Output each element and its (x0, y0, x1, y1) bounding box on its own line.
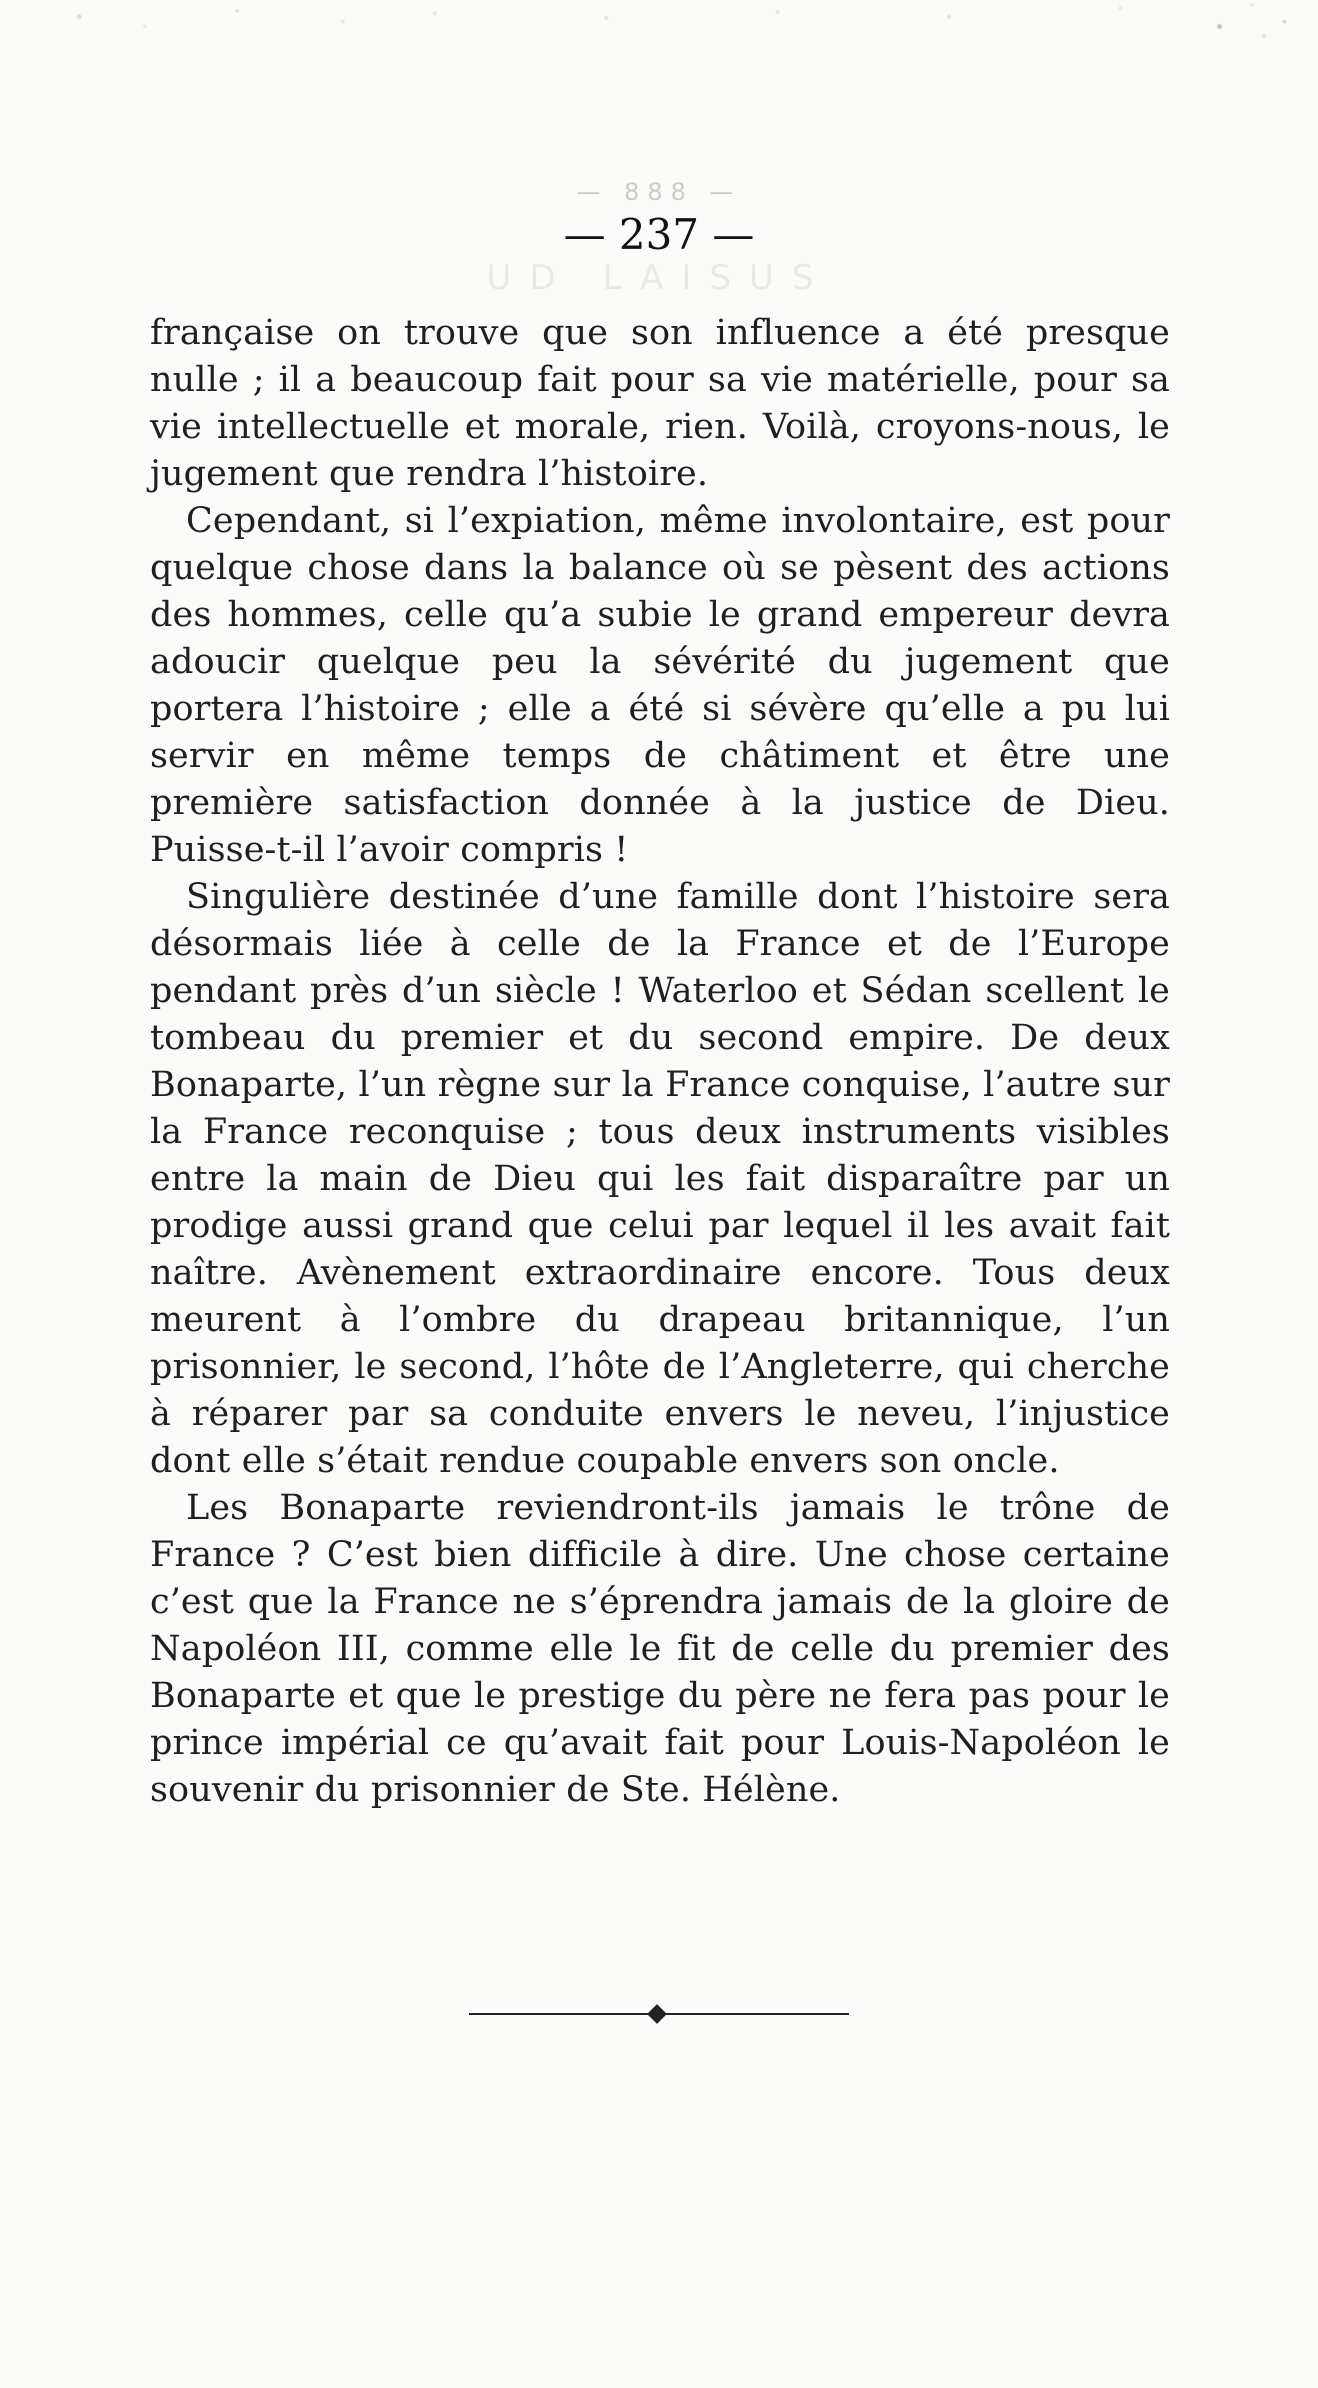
paragraph-2: Cependant, si l’expiation, même involontaire, est pour quelque chose dans la balance où se pèsent des actions des hommes, celle qu’a subie le grand empereur devra adoucir quelque peu la sévérité du jugement que portera l’histoire ; elle a été si sévère qu’elle a pu lui servir en même temps de châtiment et être une première satisfaction donnée à la justice de Dieu. Puisse-t-il l’avoir compris ! (150, 501, 1170, 870)
ornament-rule (469, 2005, 849, 2023)
paragraph-4: Les Bonaparte reviendront-ils jamais le trône de France ? C’est bien difficile à dire. Une chose certaine c’est que la France ne s’éprendra jamais de la gloire de Napoléon III, comme elle le fit de celle du premier des Bonaparte et que le prestige du père ne fera pas pour le prince impérial ce qu’avait fait pour Louis-Napoléon le souvenir du prisonnier de Ste. Hélène. (150, 1488, 1170, 1810)
paragraph-1: française on trouve que son influence a été presque nulle ; il a beaucoup fait pour sa vie matérielle, pour sa vie intellectuelle et morale, rien. Voilà, croyons-nous, le jugement que rendra l’histoire. (150, 313, 1170, 494)
scan-noise-top (0, 0, 1318, 120)
bleedthrough-heading: UD LAISUS (486, 258, 832, 298)
scan-specks (1198, 0, 1318, 120)
end-ornament (0, 2005, 1318, 2023)
ornament-diamond-icon (647, 2004, 667, 2024)
body-text (150, 310, 1170, 1814)
paragraph-3: Singulière destinée d’une famille dont l’histoire sera désormais liée à celle de la France et de l’Europe pendant près d’un siècle ! Waterloo et Sédan scellent le tombeau du premier et du second empire. De deux Bonaparte, l’un règne sur la France conquise, l’autre sur la France reconquise ; tous deux instruments visibles entre la main de Dieu qui les fait disparaître par un prodige aussi grand que celui par lequel il les avait fait naître. Avènement extraordinaire encore. Tous deux meurent à l’ombre du drapeau britannique, l’un prisonnier, le second, l’hôte de l’Angleterre, qui cherche à réparer par sa conduite envers le neveu, l’injustice dont elle s’était rendue coupable envers son oncle. (150, 877, 1170, 1481)
bleedthrough-page-number: — 888 — (576, 178, 742, 206)
page-number: — 237 — (563, 210, 755, 259)
